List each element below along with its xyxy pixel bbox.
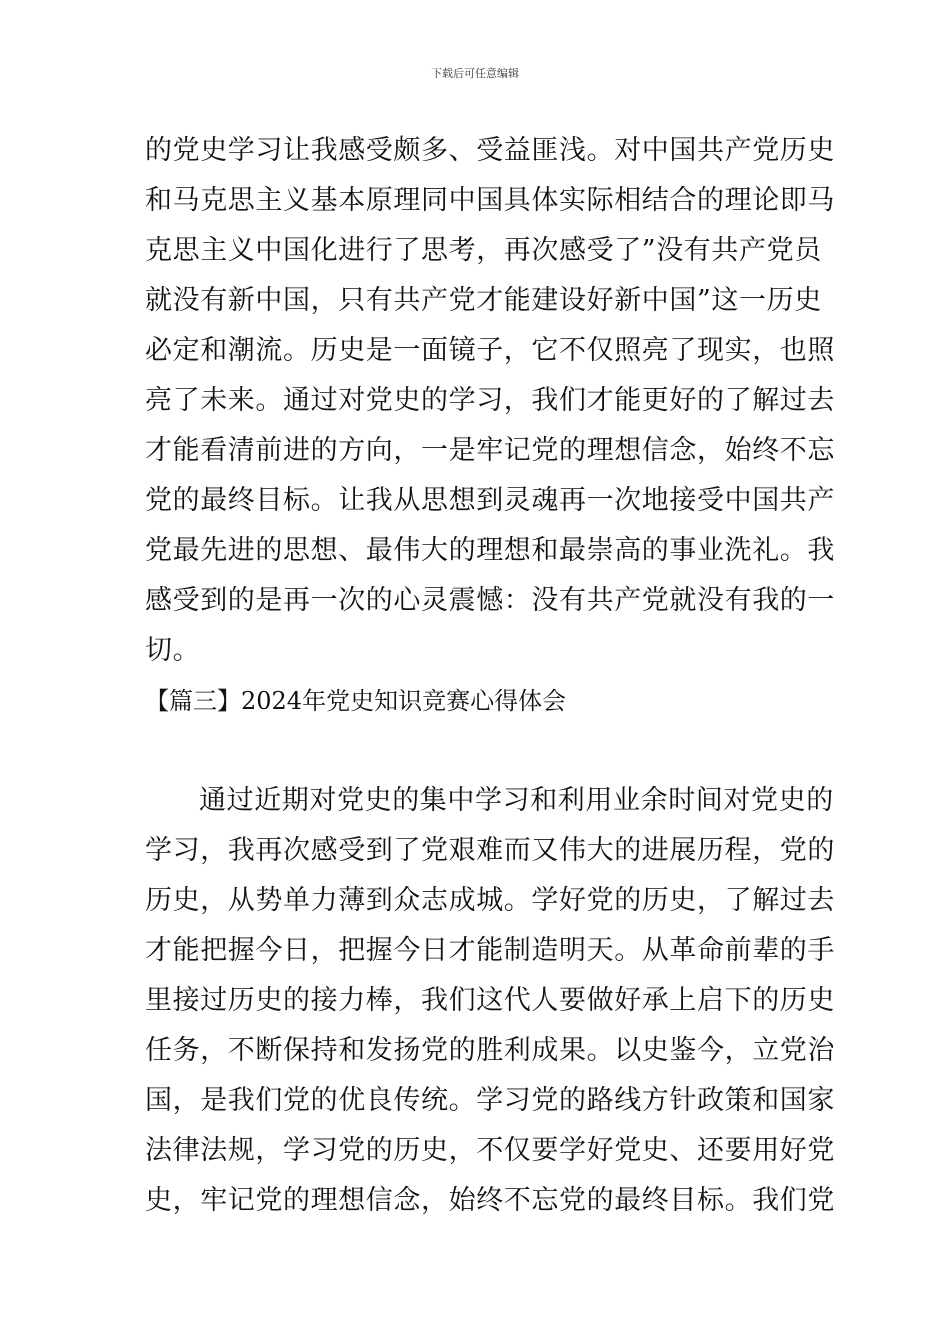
paragraph-line: 法律法规，学习党的历史，不仅要学好党史、还要用好党 <box>145 1135 835 1166</box>
section-heading: 【篇三】2024年党史知识竞赛心得体会 <box>145 687 567 715</box>
paragraph-line: 任务，不断保持和发扬党的胜利成果。以史鉴今，立党治 <box>145 1035 835 1066</box>
paragraph-line: 国，是我们党的优良传统。学习党的路线方针政策和国家 <box>145 1085 835 1116</box>
paragraph-line: 感受到的是再一次的心灵震憾：没有共产党就没有我的一 <box>145 585 835 616</box>
paragraph-line: 亮了未来。通过对党史的学习，我们才能更好的了解过去 <box>145 385 835 416</box>
paragraph-line: 党最先进的思想、最伟大的理想和最崇高的事业洗礼。我 <box>145 535 835 566</box>
paragraph-line: 克思主义中国化进行了思考，再次感受了”没有共产党员 <box>145 235 822 266</box>
paragraph-2 <box>145 776 835 1226</box>
paragraph-line: 的党史学习让我感受颇多、受益匪浅。对中国共产党历史 <box>145 135 835 166</box>
paragraph-line: 学习，我再次感受到了党艰难而又伟大的进展历程，党的 <box>145 835 835 866</box>
paragraph-1 <box>145 126 835 676</box>
paragraph-line: 史，牢记党的理想信念，始终不忘党的最终目标。我们党 <box>145 1185 835 1216</box>
paragraph-line: 就没有新中国，只有共产党才能建设好新中国”这一历史 <box>145 285 822 316</box>
paragraph-line: 历史，从势单力薄到众志成城。学好党的历史，了解过去 <box>145 885 835 916</box>
document-body <box>145 126 835 1226</box>
paragraph-line: 才能把握今日，把握今日才能制造明天。从革命前辈的手 <box>145 935 835 966</box>
paragraph-line: 党的最终目标。让我从思想到灵魂再一次地接受中国共产 <box>145 485 835 516</box>
paragraph-line: 才能看清前进的方向，一是牢记党的理想信念，始终不忘 <box>145 435 835 466</box>
paragraph-line: 里接过历史的接力棒，我们这代人要做好承上启下的历史 <box>145 985 835 1016</box>
paragraph-line: 通过近期对党史的集中学习和利用业余时间对党史的 <box>199 785 834 816</box>
paragraph-line: 切。 <box>145 635 201 666</box>
page-header-note: 下载后可任意编辑 <box>431 67 519 80</box>
paragraph-line: 必定和潮流。历史是一面镜子，它不仅照亮了现实，也照 <box>145 335 835 366</box>
paragraph-line: 和马克思主义基本原理同中国具体实际相结合的理论即马 <box>145 185 835 216</box>
